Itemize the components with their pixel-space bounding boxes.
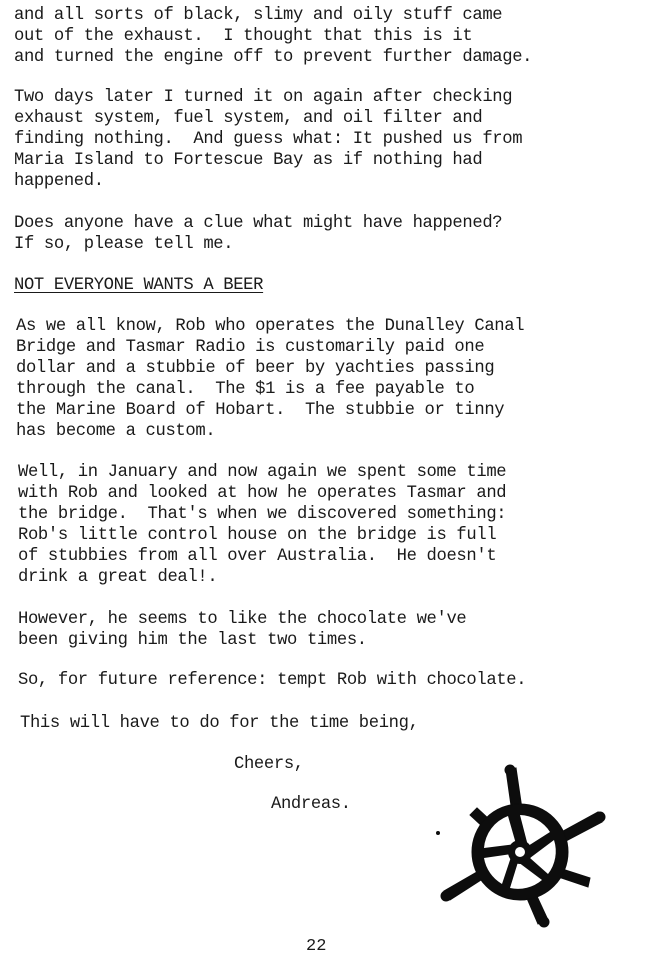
text-line: has become a custom. [16,422,216,441]
section-heading: NOT EVERYONE WANTS A BEER [14,276,264,295]
text-line: If so, please tell me. [14,235,234,254]
text-line: through the canal. The $1 is a fee payable to [16,380,475,399]
closing-salutation: Cheers, [234,755,304,774]
text-line: Rob's little control house on the bridge is full [18,526,497,545]
text-line: of stubbies from all over Australia. He doesn't [18,547,497,566]
text-line: Well, in January and now again we spent some time [18,463,507,482]
page-number: 22 [306,937,327,956]
text-line: with Rob and looked at how he operates Tasmar and [18,484,507,503]
text-line: Bridge and Tasmar Radio is customarily paid one [16,338,485,357]
text-line: drink a great deal!. [18,568,218,587]
text-line: been giving him the last two times. [18,631,367,650]
text-line: This will have to do for the time being, [20,714,419,733]
text-line: out of the exhaust. I thought that this is it [14,27,473,46]
text-line: Maria Island to Fortescue Bay as if nothing had [14,151,483,170]
ship-wheel-icon [430,760,615,935]
text-line: finding nothing. And guess what: It pushed us from [14,130,523,149]
text-line: However, he seems to like the chocolate we've [18,610,467,629]
text-line: So, for future reference: tempt Rob with chocolate. [18,671,527,690]
text-line: Does anyone have a clue what might have happened? [14,214,503,233]
text-line: the bridge. That's when we discovered something: [18,505,507,524]
text-line: exhaust system, fuel system, and oil filter and [14,109,483,128]
text-line: As we all know, Rob who operates the Dunalley Canal [16,317,525,336]
signature-name: Andreas. [271,795,351,814]
text-line: Two days later I turned it on again after checking [14,88,513,107]
text-line: happened. [14,172,104,191]
text-line: and turned the engine off to prevent further damage. [14,48,533,67]
text-line: the Marine Board of Hobart. The stubbie or tinny [16,401,505,420]
text-line: and all sorts of black, slimy and oily stuff came [14,6,503,25]
text-line: dollar and a stubbie of beer by yachties passing [16,359,495,378]
